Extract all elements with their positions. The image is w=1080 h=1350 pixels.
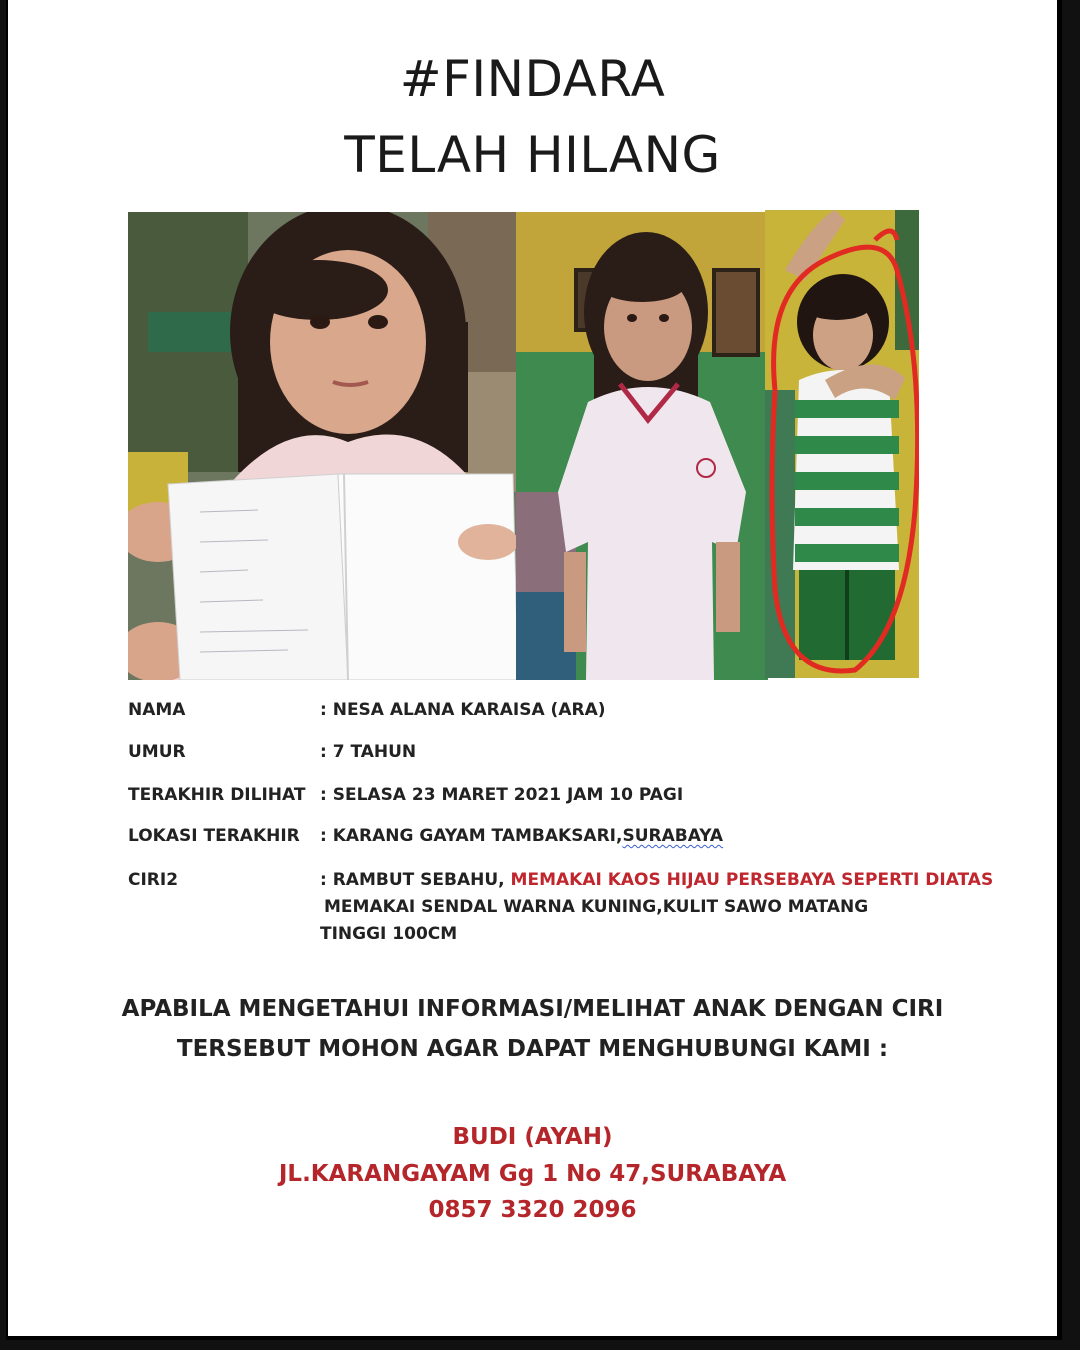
ciri-line-3: TINGGI 100CM xyxy=(320,924,458,944)
umur-value: : 7 TAHUN xyxy=(320,742,417,762)
ciri-line-2: MEMAKAI SENDAL WARNA KUNING,KULIT SAWO MATANG xyxy=(324,897,869,917)
poster-hashtag-title: #FINDARA xyxy=(399,50,666,108)
ciri-shirt-highlight: MEMAKAI KAOS HIJAU PERSEBAYA SEPERTI DIATAS xyxy=(510,870,994,890)
ciri-hair: : RAMBUT SEBAHU, xyxy=(320,870,511,890)
contact-phone: 0857 3320 2096 xyxy=(428,1197,637,1223)
terakhir-dilihat-value: : SELASA 23 MARET 2021 JAM 10 PAGI xyxy=(320,785,684,805)
ciri-label: CIRI2 xyxy=(128,870,179,890)
lokasi-terakhir-prefix: : KARANG GAYAM TAMBAKSARI, xyxy=(320,826,623,846)
missing-child-poster xyxy=(6,0,1062,1340)
contact-request-line-2: TERSEBUT MOHON AGAR DAPAT MENGHUBUNGI KAMI : xyxy=(176,1036,889,1062)
contact-address: JL.KARANGAYAM Gg 1 No 47,SURABAYA xyxy=(278,1161,787,1187)
girl-holding-paper-photo xyxy=(128,212,520,680)
lokasi-terakhir-label: LOKASI TERAKHIR xyxy=(128,826,300,846)
contact-name: BUDI (AYAH) xyxy=(452,1124,613,1150)
girl-in-white-shirt-photo xyxy=(516,212,768,680)
nama-value: : NESA ALANA KARAISA (ARA) xyxy=(320,700,606,720)
contact-request-line-1: APABILA MENGETAHUI INFORMASI/MELIHAT ANAK DENGAN CIRI xyxy=(121,996,944,1022)
terakhir-dilihat-label: TERAKHIR DILIHAT xyxy=(128,785,306,805)
poster-heading: TELAH HILANG xyxy=(344,126,721,184)
umur-label: UMUR xyxy=(128,742,186,762)
nama-label: NAMA xyxy=(128,700,186,720)
lokasi-terakhir-city: SURABAYA xyxy=(622,826,724,846)
ciri-line-1 xyxy=(320,870,993,890)
girl-in-green-striped-shirt-photo xyxy=(765,210,919,678)
lokasi-terakhir-value xyxy=(320,826,723,846)
